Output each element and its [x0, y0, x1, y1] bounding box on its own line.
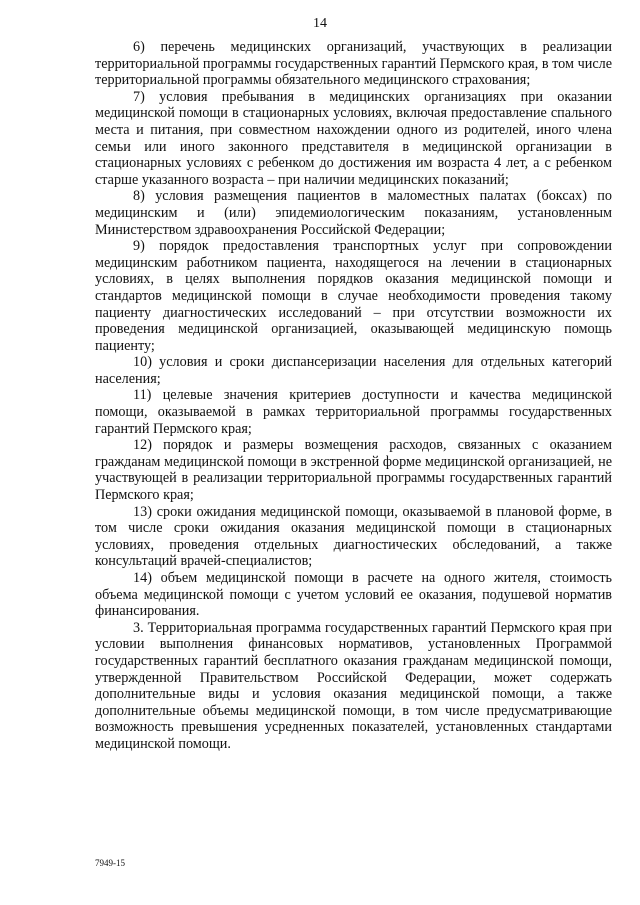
document-code: 7949-15	[95, 858, 125, 868]
document-body	[95, 39, 612, 753]
page-number: 14	[313, 16, 327, 31]
list-item-9: 9) порядок предоставления транспортных услуг при сопровождении медицинским работником пациента, находящегося на лечении в стационарных условиях, в целях выполнения порядков оказания медицинской помощи и стандартов медицинской помощи в случае необходимости проведения такому пациенту диагностических исследований – при отсутствии возможности их проведения медицинской организацией, оказывающей медицинскую помощь пациенту;	[95, 238, 612, 354]
list-item-7: 7) условия пребывания в медицинских организациях при оказании медицинской помощи в стационарных условиях, включая предоставление спального места и питания, при совместном нахождении одного из родителей, иного члена семьи или иного законного представителя в медицинской организации в стационарных условиях с ребенком до достижения им возраста 4 лет, а с ребенком старше указанного возраста – при наличии медицинских показаний;	[95, 88, 612, 188]
list-item-13: 13) сроки ожидания медицинской помощи, оказываемой в плановой форме, в том числе сроки ожидания оказания медицинской помощи в стационарных условиях, проведения отдельных диагностических обследований, а также консультаций врачей-специалистов;	[95, 503, 612, 570]
list-item-10: 10) условия и сроки диспансеризации населения для отдельных категорий населения;	[95, 354, 612, 387]
list-item-12: 12) порядок и размеры возмещения расходов, связанных с оказанием гражданам медицинской помощи в экстренной форме медицинской организацией, не участвующей в реализации территориальной программы государственных гарантий Пермского края;	[95, 437, 612, 504]
section-3-paragraph: 3. Территориальная программа государственных гарантий Пермского края при условии выполнения финансовых нормативов, установленных Программой государственных гарантий бесплатного оказания гражданам медицинской помощи, утвержденной Правительством Российской Федерации, может содержать дополнительные виды и условия оказания медицинской помощи, а также дополнительные объемы медицинской помощи, в том числе предусматривающие возможность превышения усредненных показателей, установленных стандартами медицинской помощи.	[95, 619, 612, 752]
list-item-11: 11) целевые значения критериев доступности и качества медицинской помощи, оказываемой в рамках территориальной программы государственных гарантий Пермского края;	[95, 387, 612, 437]
list-item-14: 14) объем медицинской помощи в расчете на одного жителя, стоимость объема медицинской помощи с учетом условий ее оказания, подушевой норматив финансирования.	[95, 570, 612, 620]
list-item-8: 8) условия размещения пациентов в маломестных палатах (боксах) по медицинским и (или) эпидемиологическим показаниям, установленным Министерством здравоохранения Российской Федерации;	[95, 188, 612, 238]
list-item-6: 6) перечень медицинских организаций, участвующих в реализации территориальной программы государственных гарантий Пермского края, в том числе территориальной программы обязательного медицинского страхования;	[95, 39, 612, 89]
